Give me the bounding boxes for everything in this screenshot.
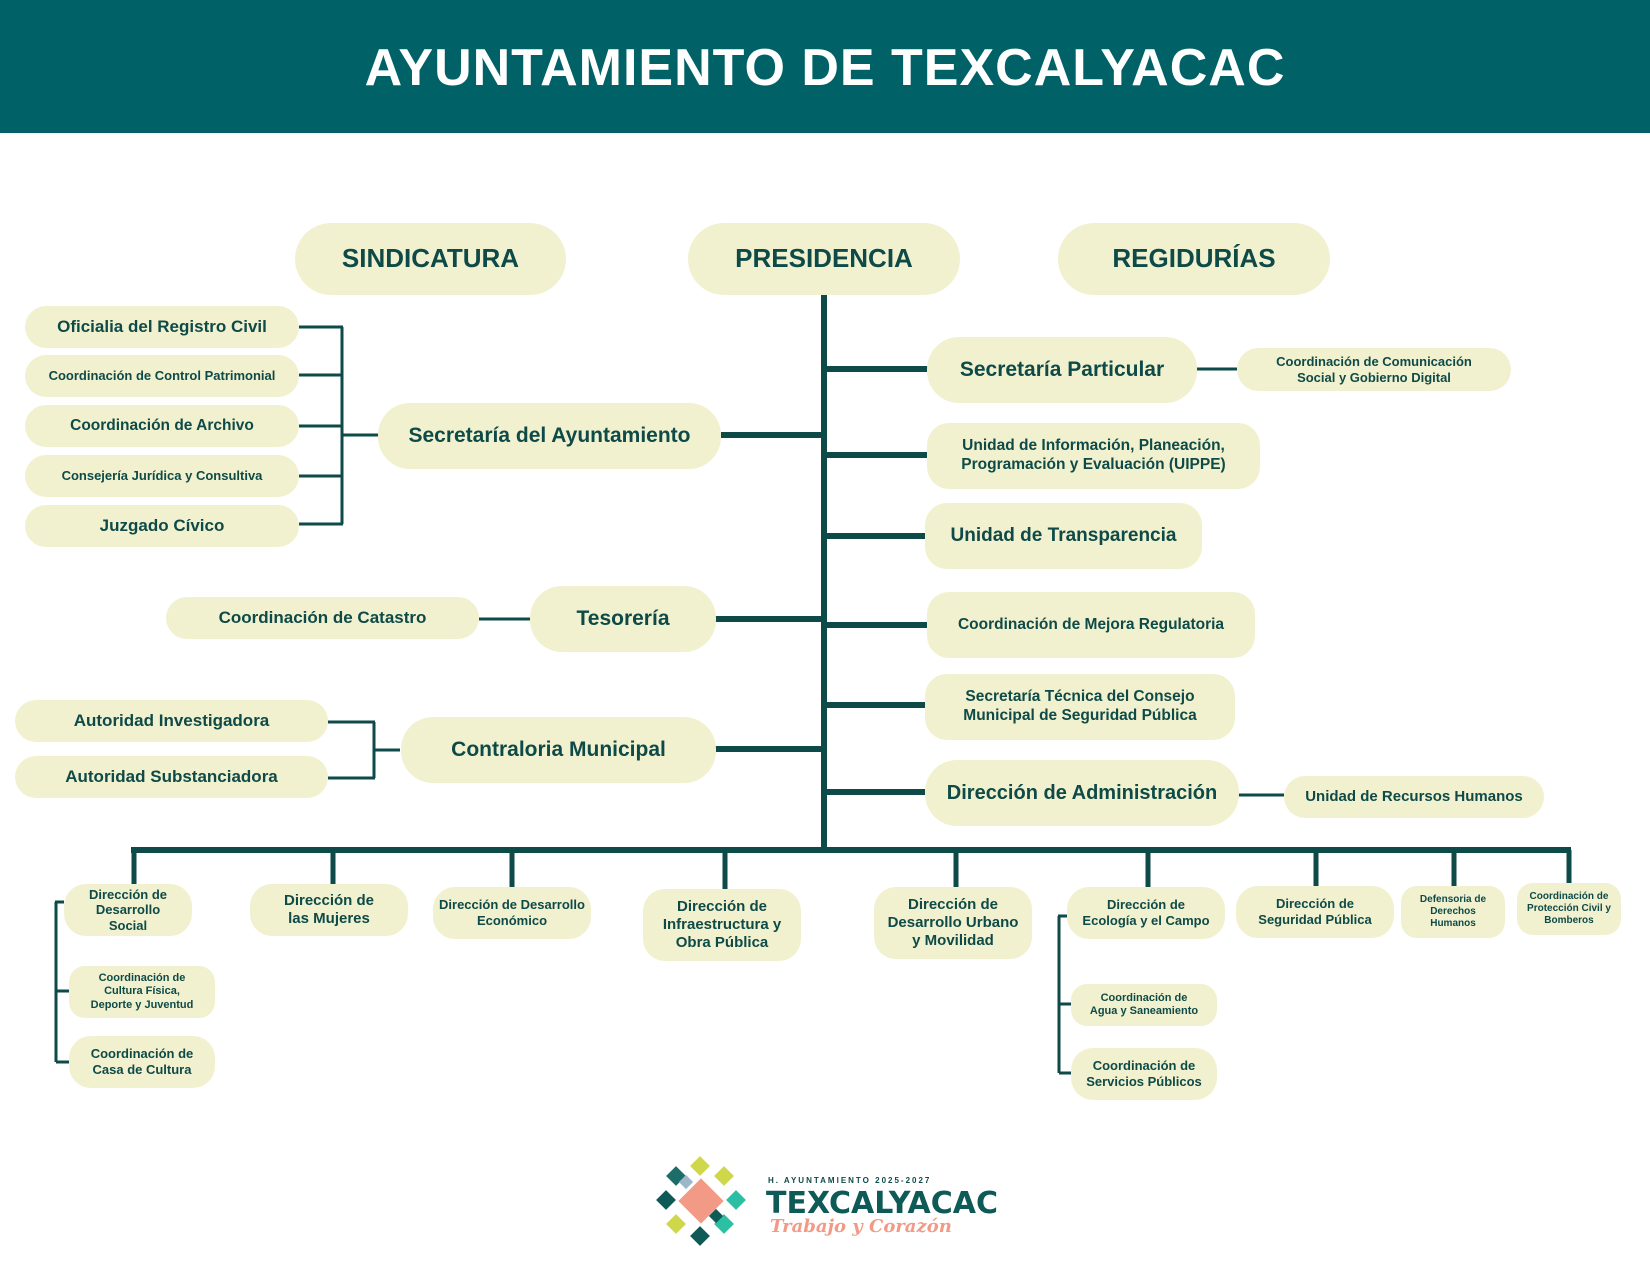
urbano-box (874, 887, 1032, 959)
logo-main-text: TEXCALYACAC (766, 1186, 999, 1221)
mejora-regulatoria-box (927, 592, 1255, 658)
mujeres-box (250, 884, 408, 936)
cultura-fisica-box (69, 966, 215, 1018)
contraloria-box (401, 717, 716, 783)
presidencia-box (688, 223, 960, 295)
proteccion-box (1517, 883, 1621, 935)
secretaria-tecnica-label: Secretaría Técnica del Consejo Municipal de Seguridad Pública (963, 688, 1197, 724)
administracion-box (925, 760, 1239, 826)
infraestructura-label: Dirección de Infraestructura y Obra Pública (662, 898, 782, 951)
derechos-box (1401, 886, 1505, 938)
logo-slogan: Trabajo y Corazón (770, 1216, 952, 1237)
logo-small-text: H. AYUNTAMIENTO 2025-2027 (768, 1176, 932, 1185)
secretaria-particular-label: Secretaría Particular (959, 358, 1165, 382)
seguridad-label: Dirección de Seguridad Pública (1258, 896, 1372, 927)
agua-label: Coordinación de Agua y Saneamiento (1089, 991, 1199, 1017)
catastro-box (166, 597, 479, 639)
sec-child-label: Oficialia del Registro Civil (57, 316, 267, 336)
casa-cultura-label: Coordinación de Casa de Cultura (90, 1046, 194, 1077)
secretaria-ayuntamiento-label: Secretaría del Ayuntamiento (408, 424, 691, 448)
transparencia-box (925, 503, 1202, 569)
administracion-label: Dirección de Administración (946, 782, 1218, 804)
comunicacion-label: Coordinación de Comunicación Social y Gobierno Digital (1276, 353, 1472, 385)
transparencia-label: Unidad de Transparencia (950, 524, 1177, 546)
secretaria-particular-box (927, 337, 1197, 403)
desarrollo-social-label: Dirección de Desarrollo Social (88, 886, 168, 933)
economico-box (433, 887, 591, 939)
sindicatura-box (295, 223, 566, 295)
comunicacion-box (1237, 348, 1511, 391)
casa-cultura-box (69, 1036, 215, 1088)
uippe-box (927, 423, 1260, 489)
sec-child-label: Juzgado Cívico (99, 515, 225, 535)
ecologia-label: Dirección de Ecología y el Campo (1082, 897, 1210, 928)
tesoreria-label: Tesorería (576, 607, 670, 631)
secretaria-ayuntamiento-box (378, 403, 721, 469)
proteccion-label: Coordinación de Protección Civil y Bomberos (1527, 891, 1611, 926)
desarrollo-social-box (64, 884, 192, 936)
uippe-label: Unidad de Información, Planeación, Programación y Evaluación (UIPPE) (961, 437, 1226, 473)
regidurias-label: REGIDURÍAS (1112, 243, 1276, 274)
recursos-humanos-label: Unidad de Recursos Humanos (1305, 788, 1523, 805)
mejora-regulatoria-label: Coordinación de Mejora Regulatoria (957, 615, 1225, 633)
recursos-humanos-box (1284, 776, 1544, 818)
infraestructura-box (643, 889, 801, 961)
tesoreria-box (530, 586, 716, 652)
seguridad-box (1236, 886, 1394, 938)
sec-child-label: Consejería Jurídica y Consultiva (61, 468, 263, 484)
sec-child-juzgado (25, 505, 299, 547)
cultura-fisica-label: Coordinación de Cultura Física, Deporte y Juventud (90, 972, 194, 1011)
sec-child-control-patrimonial (25, 355, 299, 397)
secretaria-tecnica-box (925, 674, 1235, 740)
economico-label: Dirección de Desarrollo Económico (439, 897, 585, 928)
autoridad-label: Autoridad Substanciadora (65, 766, 278, 786)
texcalyacac-logo-icon (655, 1155, 747, 1247)
servicios-box (1071, 1048, 1217, 1100)
agua-box (1071, 984, 1217, 1026)
urbano-label: Dirección de Desarrollo Urbano y Movilidad (887, 896, 1019, 949)
regidurias-box (1058, 223, 1330, 295)
sec-child-consejeria (25, 455, 299, 497)
page-title: AYUNTAMIENTO DE TEXCALYACAC (364, 39, 1286, 97)
autoridad-investigadora-box (15, 700, 328, 742)
autoridad-substanciadora-box (15, 756, 328, 798)
sec-child-registro-civil (25, 306, 299, 348)
servicios-label: Coordinación de Servicios Públicos (1086, 1058, 1202, 1089)
sec-child-label: Coordinación de Archivo (70, 416, 254, 434)
catastro-label: Coordinación de Catastro (218, 607, 427, 627)
derechos-label: Defensoria de Derechos Humanos (1419, 894, 1487, 929)
presidencia-label: PRESIDENCIA (735, 243, 913, 274)
sec-child-label: Coordinación de Control Patrimonial (48, 368, 276, 384)
sec-child-archivo (25, 405, 299, 447)
contraloria-label: Contraloria Municipal (451, 738, 666, 762)
mujeres-label: Dirección de las Mujeres (283, 892, 375, 927)
sindicatura-label: SINDICATURA (341, 243, 520, 274)
autoridad-label: Autoridad Investigadora (73, 710, 270, 730)
ecologia-box (1067, 887, 1225, 939)
